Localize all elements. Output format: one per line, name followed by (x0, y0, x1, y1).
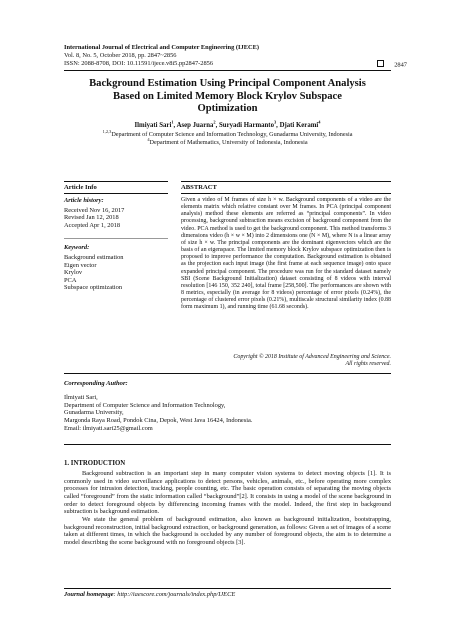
author: Suryadi Harmanto (219, 122, 274, 129)
journal-url: : http://iaescore.com/journals/index.php/IJECE (113, 591, 236, 598)
keyword-label: Keyword: (64, 244, 90, 252)
author-list: Ilmiyati Sari$^1$, Asep Juarna$^2$, Suryadi Harmanto$^3$, Djati Kerami$^4$ (134, 119, 321, 129)
article-info-heading: Article Info (64, 184, 97, 191)
divider (181, 193, 391, 194)
divider (64, 444, 391, 445)
divider (181, 181, 391, 182)
issn-line: ISSN: 2088-8708, DOI: 10.11591/ijece.v8i5.pp2847-2856 (64, 60, 214, 68)
keyword: Krylov (64, 269, 83, 277)
corresponding-author-heading: Corresponding Author: (64, 380, 128, 387)
keyword: Eigen vector (64, 261, 97, 269)
paper-title: Background Estimation Using Principal Component Analysis Based on Limited Memory Block Krylov Subspace Optimization (89, 78, 366, 115)
article-info (64, 197, 168, 292)
journal-header (64, 44, 404, 69)
affiliation: $^{1,2,3}$Department of Computer Science and Information Technology, Gunadarma University, Indonesia (102, 128, 353, 138)
section-heading: 1. INTRODUCTION (64, 460, 126, 467)
header-rule (64, 70, 391, 71)
footer-label: Journal homepage (64, 591, 114, 598)
author: Djati Kerami (279, 122, 319, 129)
affiliation: $^4$Department of Mathematics, University of Indonesia, Indonesia (147, 136, 308, 146)
paragraph: We state the general problem of background estimation, also known as background initialization, bootstrapping, background reconstruction, initial background extraction, or background generation, as follows: Given a set of images of a scene taken at different times, in which the background is occluded by any number of foreground objects, the aim is to determine a model describing the scene background with no foreground objects [3]. (64, 515, 391, 546)
square-icon (377, 60, 384, 67)
divider (64, 181, 168, 182)
accepted-date: Accepted Apr 1, 2018 (64, 221, 121, 229)
footer (64, 591, 235, 598)
corresponding-author: Ilmiyati Sari, Department of Computer Science and Information Technology, Gunadarma University, Margonda Raya Road, Pondok Cina, Depok, West Java 16424, Indonesia. Email: ilmiyati.sari25@gmail.com (64, 394, 391, 433)
author: Asep Juarna (176, 122, 214, 129)
keyword: Subspace optimization (64, 284, 123, 292)
abstract-text: Given a video of M frames of size h × w. Background components of a video are the elements matrix which relative constant over M frames. In PCA (principal component analysis) method these elements are referred as “principal components”. In video processing, background subtraction means excision of background component from the video. PCA method is used to get the background component. This method transforms 3 dimensions video (h × w × M) into 2 dimensions one (N × M), where N is a linear array of size h × w. The principal components are the dominant eigenvectors which are the basis of an eigenspace. The limited memory block Krylov subspace optimization then is proposed to improve performance the computation. Background estimation is obtained as the projection each input image (the first frame at each sequence image) onto space expanded principal component. The procedure was run for the standard dataset namely SBI (Scene Background Initialization) dataset consisting of 8 videos with interval resolution [146 150, 352 240], total frame [258,500]. The performances are shown with 8 metrics, especially (in average for 8 videos) percentage of error pixels (0.24%), the percentage of clustered error pixels (0.21%), multiscale structural similarity index (0.88 form maximum 1), and running time (61.68 seconds). (181, 197, 391, 311)
divider (64, 373, 391, 374)
journal-title: International Journal of Electrical and Computer Engineering (IJECE) (64, 44, 259, 51)
page-number: 2847 (377, 60, 407, 69)
author: Ilmiyati Sari (134, 122, 172, 129)
email: Email: ilmiyati.sari25@gmail.com (64, 424, 153, 432)
divider (64, 193, 168, 194)
footer-rule (64, 588, 391, 589)
received-date: Received Nov 16, 2017 (64, 206, 125, 214)
copyright: Copyright © 2018 Institute of Advanced Engineering and Science. All rights reserved. (233, 354, 391, 368)
keyword: Background estimation (64, 253, 124, 261)
paragraph: Background subtraction is an important step in many computer vision systems to detect moving objects [1]. It is commonly used in video surveillance applications to detect persons, vehicles, animals, etc., before operating more complex processes for intrusion detection, tracking, people counting, etc. The basic operation consists of separating the moving objects called “foreground” from the static information called “background”[2]. It consists in using a model of the scene background in order to detect foreground objects by differencing incoming frames with the model. Indeed, the first step in background subtraction is background estimation. (64, 470, 391, 516)
volume-line: Vol. 8, No. 5, October 2018, pp. 2847~2856 (64, 52, 177, 60)
keyword: PCA (64, 276, 77, 284)
divider (64, 229, 168, 239)
affiliations (64, 128, 391, 146)
history-label: Article history: (64, 197, 104, 204)
abstract-heading: ABSTRACT (181, 184, 217, 191)
introduction-text (64, 470, 391, 547)
revised-date: Revised Jan 12, 2018 (64, 214, 119, 222)
